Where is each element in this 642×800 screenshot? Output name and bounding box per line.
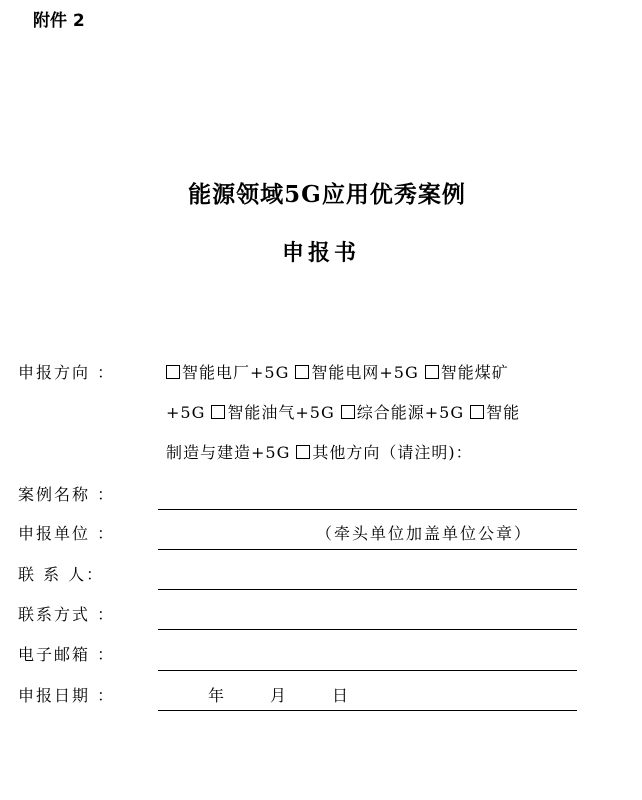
direction-option-coal-mine-cont: +5G [166, 403, 206, 422]
date-day-label: 日 [332, 686, 351, 705]
direction-option-other[interactable]: 其他方向（请注明)： [296, 443, 472, 462]
contact-person-label: 联 系 人： [18, 565, 105, 584]
email-label: 电子邮箱 ： [18, 645, 116, 664]
direction-label: 申报方向 ： [18, 363, 116, 382]
direction-option-coal-mine[interactable]: 智能煤矿 [425, 363, 509, 382]
document-title: 能源领域5G应用优秀案例 [188, 181, 466, 208]
checkbox-icon[interactable] [470, 405, 484, 419]
checkbox-icon[interactable] [211, 405, 225, 419]
unit-label: 申报单位 ： [18, 524, 116, 543]
unit-hint: （牵头单位加盖单位公章） [316, 524, 533, 543]
checkbox-icon[interactable] [295, 365, 309, 379]
document-subtitle: 申报书 [281, 240, 360, 266]
case-name-field[interactable] [158, 509, 577, 510]
direction-option-oil-gas[interactable]: 智能油气+5G [211, 403, 334, 422]
attachment-label: 附件 2 [33, 11, 85, 31]
direction-option-manufacturing[interactable]: 智能 [470, 403, 520, 422]
checkbox-icon[interactable] [166, 365, 180, 379]
contact-person-field[interactable] [158, 589, 577, 590]
date-month-label: 月 [270, 686, 289, 705]
case-name-label: 案例名称 ： [18, 485, 116, 504]
direction-option-manufacturing-cont: 制造与建造+5G [166, 443, 291, 462]
date-field[interactable] [158, 710, 577, 711]
checkbox-icon[interactable] [425, 365, 439, 379]
direction-option-power-grid[interactable]: 智能电网+5G [295, 363, 418, 382]
email-field[interactable] [158, 670, 577, 671]
checkbox-icon[interactable] [341, 405, 355, 419]
direction-options-line-3 [166, 440, 473, 463]
direction-options-line-2 [166, 400, 520, 423]
unit-field[interactable] [158, 549, 577, 550]
date-year-label: 年 [208, 686, 227, 705]
contact-method-label: 联系方式 ： [18, 605, 116, 624]
direction-option-integrated-energy[interactable]: 综合能源+5G [341, 403, 464, 422]
checkbox-icon[interactable] [296, 445, 310, 459]
direction-options-line-1 [166, 360, 509, 383]
direction-option-power-plant[interactable]: 智能电厂+5G [166, 363, 289, 382]
date-label: 申报日期 ： [18, 686, 116, 705]
contact-method-field[interactable] [158, 629, 577, 630]
